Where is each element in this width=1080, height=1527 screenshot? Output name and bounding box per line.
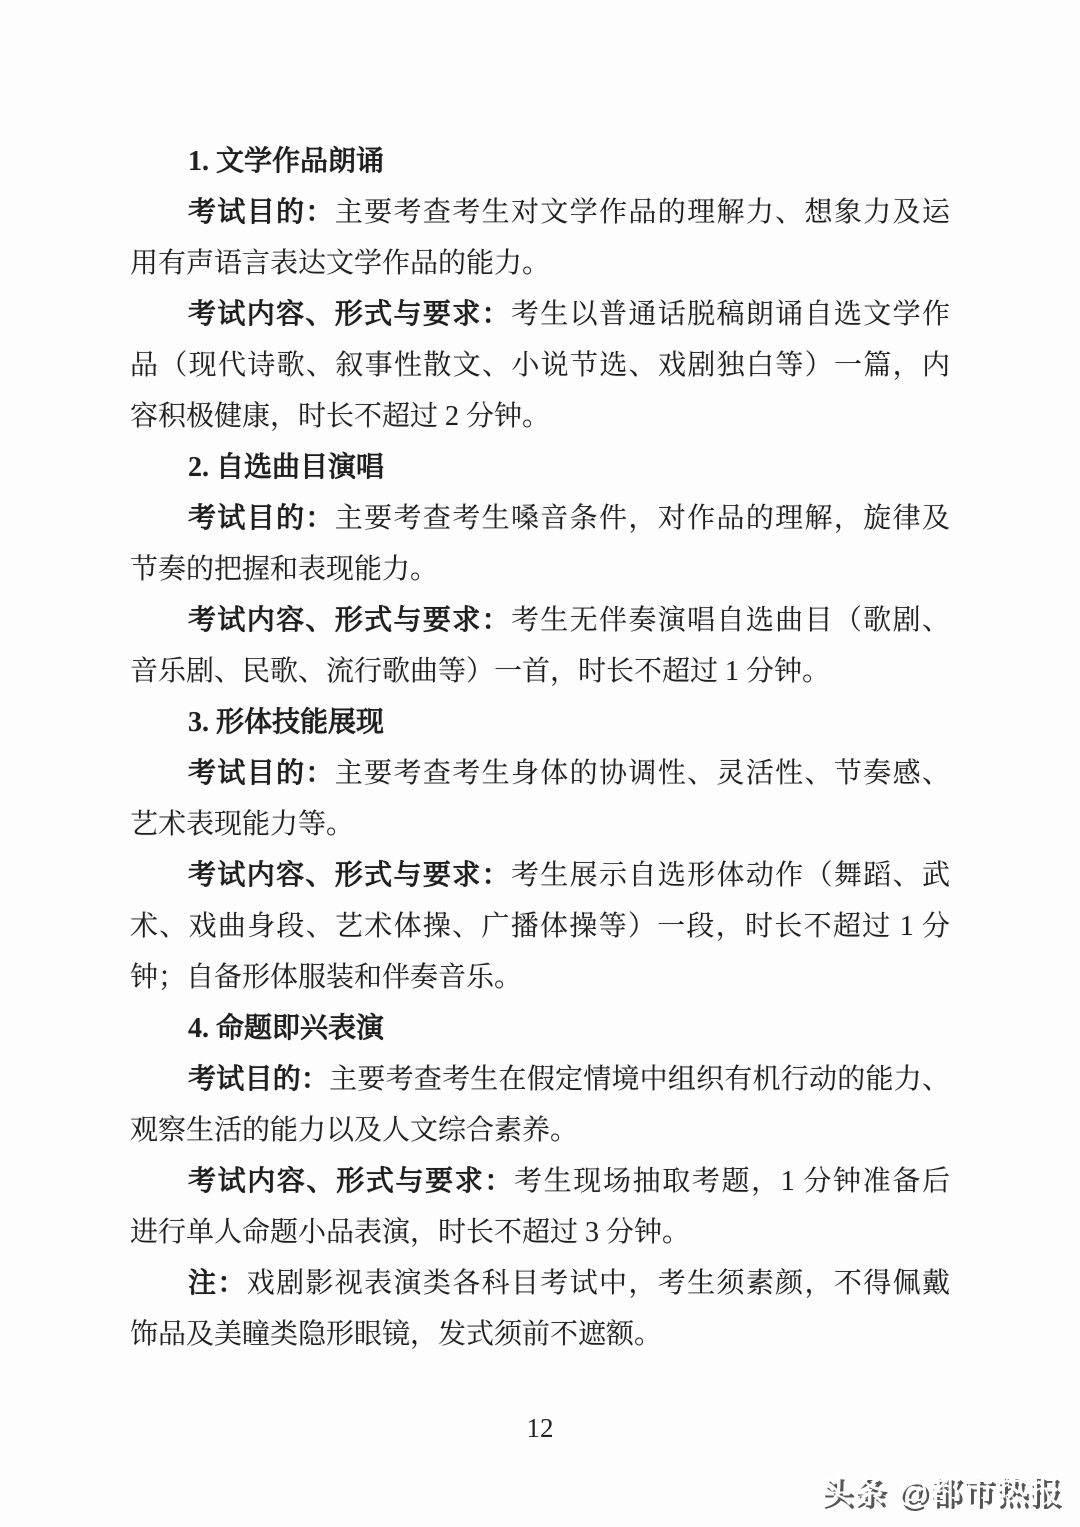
paragraph-line: 钟；自备形体服装和伴奏音乐。 — [130, 962, 523, 993]
section-heading: 3. 形体技能展现 — [188, 707, 385, 738]
paragraph-text: 主要考查考生嗓音条件，对作品的理解，旋律及 — [334, 503, 950, 534]
paragraph-line — [130, 289, 950, 340]
paragraph-line — [130, 850, 950, 901]
paragraph-text: 主要考查考生对文学作品的理解力、想象力及运 — [334, 197, 950, 228]
paragraph-line: 观察生活的能力以及人文综合素养。 — [130, 1115, 579, 1146]
watermark: 头条 @都市热报 — [821, 1474, 1062, 1509]
text-block — [130, 136, 950, 1360]
paragraph-line: 品（现代诗歌、叙事性散文、小说节选、戏剧独白等）一篇，内 — [130, 350, 950, 381]
paragraph-line — [130, 1156, 950, 1207]
paragraph-text: 考生以普通话脱稿朗诵自选文学作 — [510, 299, 950, 330]
note-line: 饰品及美瞳类隐形眼镜，发式须前不遮额。 — [130, 1319, 663, 1350]
paragraph-line: 艺术表现能力等。 — [130, 809, 355, 840]
paragraph-line — [130, 595, 950, 646]
paragraph-line: 术、戏曲身段、艺术体操、广播体操等）一段，时长不超过 1 分 — [130, 911, 950, 942]
paragraph-label: 考试内容、形式与要求： — [188, 1166, 515, 1197]
paragraph-text: 主要考查考生在假定情境中组织有机行动的能力、 — [329, 1064, 950, 1095]
note-label: 注： — [188, 1268, 247, 1299]
paragraph-label: 考试目的： — [188, 1064, 330, 1095]
paragraph-line: 节奏的把握和表现能力。 — [130, 554, 439, 585]
paragraph-line — [130, 1054, 950, 1105]
paragraph-line — [130, 748, 950, 799]
section-heading: 2. 自选曲目演唱 — [188, 452, 385, 483]
paragraph-label: 考试目的： — [188, 197, 335, 228]
paragraph-line: 音乐剧、民歌、流行歌曲等）一首，时长不超过 1 分钟。 — [130, 656, 831, 687]
paragraph-line — [130, 493, 950, 544]
paragraph-text: 考生无伴奏演唱自选曲目（歌剧、 — [510, 605, 950, 636]
paragraph-line: 容积极健康，时长不超过 2 分钟。 — [130, 401, 551, 432]
paragraph-label: 考试内容、形式与要求： — [188, 860, 511, 891]
paragraph-line: 用有声语言表达文学作品的能力。 — [130, 248, 551, 279]
paragraph-label: 考试内容、形式与要求： — [188, 605, 511, 636]
page-number: 12 — [526, 1413, 554, 1443]
paragraph-line: 进行单人命题小品表演，时长不超过 3 分钟。 — [130, 1217, 691, 1248]
paragraph-text: 主要考查考生身体的协调性、灵活性、节奏感、 — [334, 758, 950, 789]
note-line — [130, 1258, 950, 1309]
section-heading: 1. 文学作品朗诵 — [188, 146, 385, 177]
paragraph-label: 考试目的： — [188, 758, 335, 789]
paragraph-text: 考生展示自选形体动作（舞蹈、武 — [510, 860, 950, 891]
note-text: 戏剧影视表演类各科目考试中，考生须素颜，不得佩戴 — [246, 1268, 950, 1299]
paragraph-text: 考生现场抽取考题，1 分钟准备后 — [514, 1166, 950, 1197]
paragraph-label: 考试内容、形式与要求： — [188, 299, 511, 330]
section-heading: 4. 命题即兴表演 — [188, 1013, 385, 1044]
paragraph-label: 考试目的： — [188, 503, 335, 534]
paragraph-line — [130, 187, 950, 238]
